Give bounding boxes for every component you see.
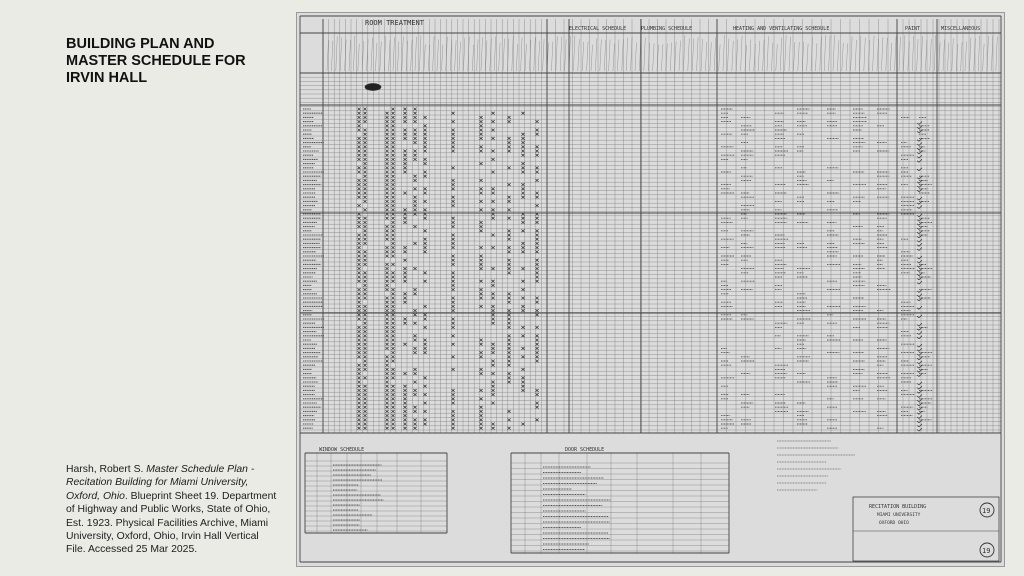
slide-title-line: IRVIN HALL xyxy=(66,70,148,86)
slide-title-line: BUILDING PLAN AND xyxy=(66,36,215,52)
window-schedule-label: WINDOW SCHEDULE xyxy=(319,447,365,453)
header-room-treatment: ROOM TREATMENT xyxy=(365,19,425,27)
door-schedule-label: DOOR SCHEDULE xyxy=(565,447,605,453)
blueprint-drawing xyxy=(297,13,1004,566)
header-paint: PAINT xyxy=(905,26,921,32)
slide-title-line: MASTER SCHEDULE FOR xyxy=(66,53,246,69)
header-heating: HEATING AND VENTILATING SCHEDULE xyxy=(733,26,830,32)
header-plumbing: PLUMBING SCHEDULE xyxy=(641,26,693,32)
sheet-number-lower: 19 xyxy=(982,547,991,555)
citation xyxy=(66,463,281,557)
citation-author: Harsh, Robert S. xyxy=(66,464,147,475)
sheet-number: 19 xyxy=(982,507,991,515)
header-misc: MISCELLANEOUS xyxy=(941,26,981,32)
title-block-location: OXFORD OHIO xyxy=(879,521,909,526)
header-electrical: ELECTRICAL SCHEDULE xyxy=(569,26,627,32)
slide-title xyxy=(66,36,276,87)
citation-work-title: Master Schedule Plan - Recitation Building for Miami University, Oxford, Ohio xyxy=(66,464,255,502)
title-block-owner: MIAMI UNIVERSITY xyxy=(877,513,921,518)
citation-details: . Blueprint Sheet 19. Department of Highway and Public Works, State of Ohio, Est. 1923. Physical Facilities Archive, Miami University, Oxford, Ohio, Irvin Hall Vertical File. Accessed 25 Mar 2025. xyxy=(66,490,277,556)
blueprint-sheet-image xyxy=(296,12,1005,567)
title-block-building: RECITATION BUILDING xyxy=(869,504,927,510)
